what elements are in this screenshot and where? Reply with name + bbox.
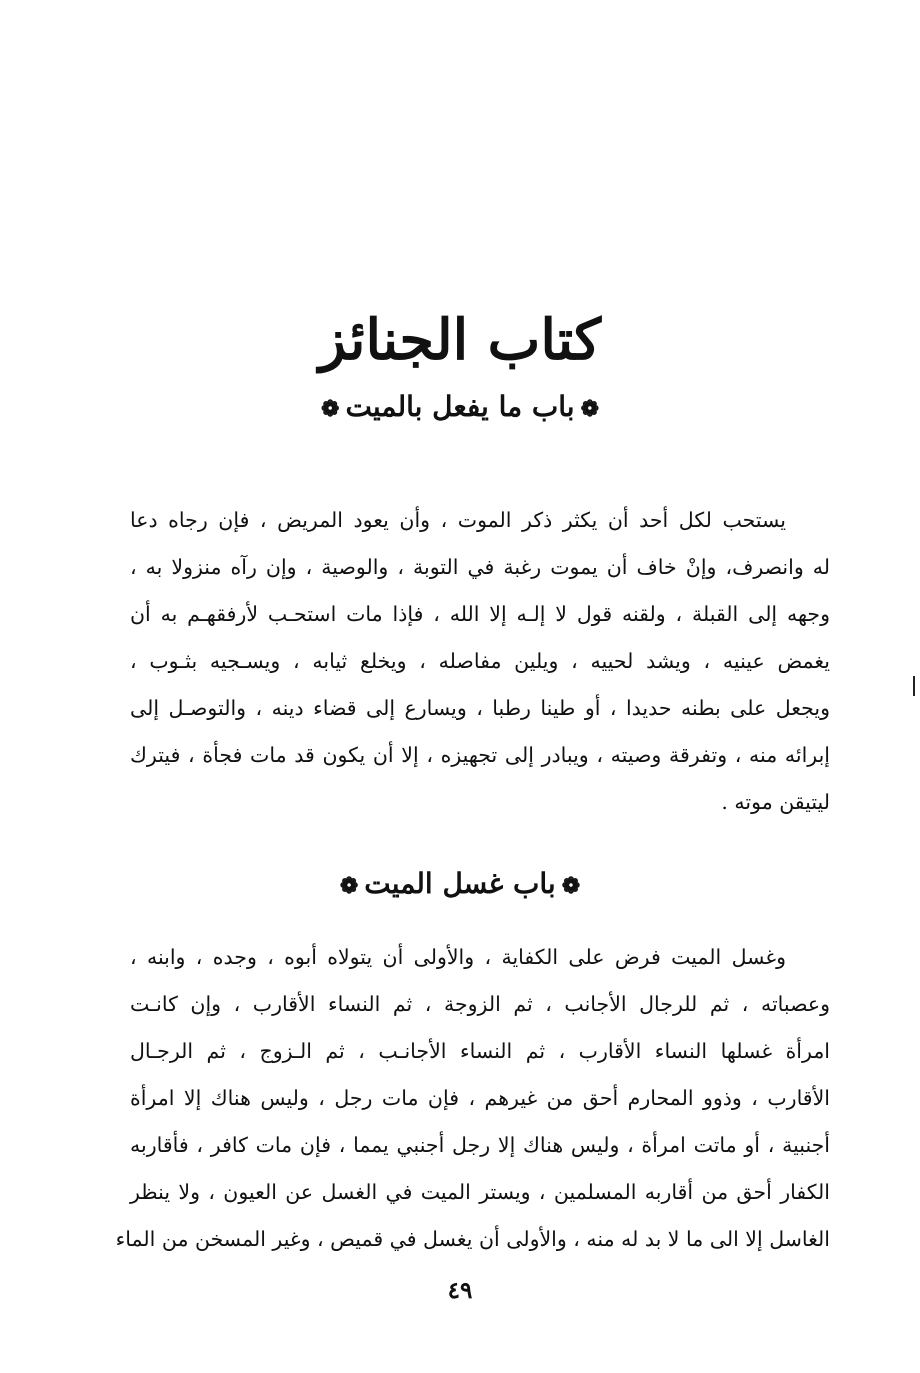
- paragraph-dead-handling: [130, 497, 830, 826]
- text-line: يغمض عينيه ، ويشد لحييه ، ويلين مفاصله ، ويخلع ثيابه ، ويسـجيه بثـوب ،: [130, 649, 830, 673]
- text-line: الكفار أحق من أقاربه المسلمين ، ويستر الميت في الغسل عن العيون ، ولا ينظر: [130, 1180, 830, 1204]
- text-line: إبرائه منه ، وتفرقة وصيته ، ويبادر إلى تجهيزه ، إلا أن يكون قد مات فجأة ، فيترك: [130, 743, 830, 767]
- text-line: الأقارب ، وذوو المحارم أحق من غيرهم ، فإن مات رجل ، وليس هناك إلا امرأة: [130, 1086, 830, 1110]
- section-heading-dead-handling: [0, 385, 920, 431]
- text-line: وغسل الميت فرض على الكفاية ، والأولى أن يتولاه أبوه ، وجده ، وابنه ،: [130, 945, 786, 969]
- text-line: امرأة غسلها النساء الأقارب ، ثم النساء الأجانـب ، ثم الـزوج ، ثم الرجـال: [130, 1039, 830, 1063]
- text-line: ليتيقن موته .: [721, 790, 830, 814]
- ornament-right-icon: ❁: [561, 873, 581, 899]
- section-heading-washing: [0, 862, 920, 908]
- scan-edge-mark: [913, 676, 915, 696]
- text-line: يستحب لكل أحد أن يكثر ذكر الموت ، وأن يعود المريض ، فإن رجاه دعا: [130, 508, 786, 532]
- ornament-left-icon: ❁: [339, 873, 359, 899]
- page-number: ٤٩: [447, 1277, 473, 1304]
- text-line: الغاسل إلا الى ما لا بد له منه ، والأولى أن يغسل في قميص ، وغير المسخن من الماء: [115, 1227, 830, 1251]
- text-line: وجهه إلى القبلة ، ولقنه قول لا إلـه إلا الله ، فإذا مات استحـب لأرفقهـم به أن: [130, 602, 830, 626]
- text-line: ويجعل على بطنه حديدا ، أو طينا رطبا ، ويسارع إلى قضاء دينه ، والتوصـل إلى: [130, 696, 830, 720]
- book-title: كتاب الجنائز: [318, 307, 602, 373]
- paragraph-washing: [115, 934, 830, 1263]
- ornament-right-icon: ❁: [580, 396, 599, 422]
- text-line: له وانصرف، وإنْ خاف أن يموت رغبة في التوبة ، والوصية ، وإن رآه منزولا به ،: [130, 555, 830, 579]
- section-heading-text: باب ما يفعل بالميت: [345, 390, 575, 423]
- text-line: وعصباته ، ثم للرجال الأجانب ، ثم الزوجة ، ثم النساء الأقارب ، وإن كانـت: [130, 992, 830, 1016]
- text-line: أجنبية ، أو ماتت امرأة ، وليس هناك إلا رجل أجنبي يمما ، فإن مات كافر ، فأقاربه: [130, 1133, 830, 1157]
- section-heading-text: باب غسل الميت: [364, 867, 556, 900]
- ornament-left-icon: ❁: [321, 396, 340, 422]
